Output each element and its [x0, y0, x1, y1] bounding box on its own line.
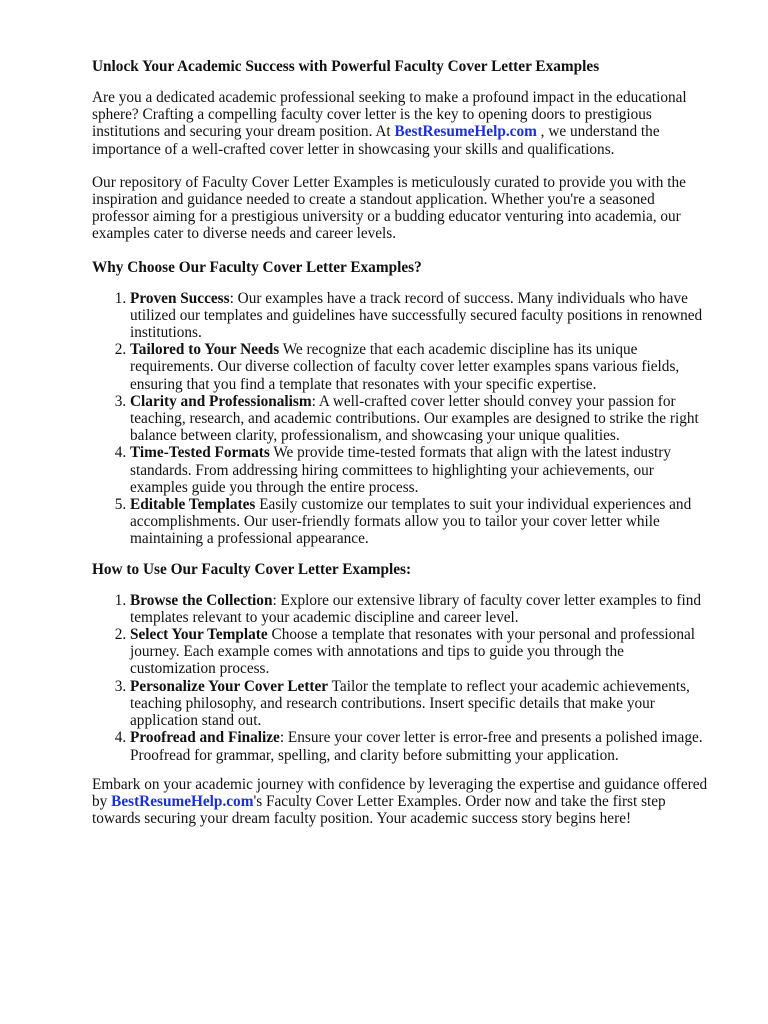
- how-list-item: [130, 729, 710, 763]
- how-item-text: : Ensure your cover letter is error-free and presents a polished image. Proofread for grammar, spelling, and clarity before submitting your application.: [130, 729, 703, 764]
- why-item-term: Clarity and Professionalism: [130, 392, 312, 410]
- how-item-term: Browse the Collection: [130, 591, 273, 609]
- intro-text-before-link: Are you a dedicated academic professional seeking to make a profound impact in the educational sphere? Crafting a compelling faculty cover letter is the key to opening doors to prestigious institutions and securing your dream position. At: [92, 89, 687, 141]
- closing-paragraph: [92, 776, 710, 828]
- why-item-text: We provide time-tested formats that align with the latest industry standards. From addressing hiring committees to highlighting your achievements, our examples guide you through the entire process.: [130, 444, 671, 496]
- why-item-term: Tailored to Your Needs: [130, 341, 280, 359]
- why-item-term: Editable Templates: [130, 496, 256, 514]
- why-item-text: : A well-crafted cover letter should convey your passion for teaching, research, and academic contributions. Our examples are designed to strike the right balance between clarity, professionalism, and showcasing your unique qualities.: [130, 392, 699, 445]
- document-title: Unlock Your Academic Success with Powerful Faculty Cover Letter Examples: [92, 58, 600, 75]
- how-list: [92, 592, 710, 764]
- how-item-text: Tailor the template to reflect your academic achievements, teaching philosophy, and research contributions. Insert specific details that make your application stand out.: [130, 677, 690, 730]
- why-list-item: [130, 341, 710, 393]
- how-list-item: [130, 678, 710, 730]
- repository-paragraph: Our repository of Faculty Cover Letter Examples is meticulously curated to provide you with the inspiration and guidance needed to create a standout application. Whether you're a seasoned professor aiming for a prestigious university or a budding educator venturing into academia, our examples cater to diverse needs and career levels.: [92, 173, 686, 243]
- why-heading: Why Choose Our Faculty Cover Letter Examples?: [92, 258, 422, 276]
- why-list-item: [130, 290, 710, 342]
- why-item-text: : Our examples have a track record of success. Many individuals who have utilized our templates and guidelines have successfully secured faculty positions in renowned institutions.: [130, 289, 703, 342]
- how-list-item: [130, 592, 710, 626]
- intro-paragraph: [92, 89, 710, 158]
- how-item-text: : Explore our extensive library of faculty cover letter examples to find templates relevant to your academic discipline and career level.: [130, 591, 702, 626]
- why-item-text: Easily customize our templates to suit your individual experiences and accomplishments. Our user-friendly formats allow you to tailor your cover letter while maintaining a professional appearance.: [130, 496, 692, 548]
- how-item-term: Select Your Template: [130, 626, 268, 644]
- closing-text-before-link: Embark on your academic journey with confidence by leveraging the expertise and guidance offered by: [92, 775, 708, 810]
- intro-text-after-link: , we understand the importance of a well-crafted cover letter in showcasing your skills and qualifications.: [92, 123, 660, 158]
- why-list: [92, 290, 710, 548]
- how-item-term: Personalize Your Cover Letter: [130, 677, 329, 695]
- intro-bestresumehelp-link[interactable]: BestResumeHelp.com: [394, 123, 537, 141]
- closing-bestresumehelp-link[interactable]: BestResumeHelp.com: [111, 792, 254, 810]
- how-item-text: Choose a template that resonates with your personal and professional journey. Each example comes with annotations and tips to guide you through the customization process.: [130, 626, 696, 678]
- how-list-item: [130, 626, 710, 678]
- why-list-item: [130, 393, 710, 445]
- why-item-text: We recognize that each academic discipline has its unique requirements. Our diverse collection of faculty cover letter examples spans various fields, ensuring that you find a template that resonates with your specific expertise.: [130, 341, 680, 393]
- how-item-term: Proofread and Finalize: [130, 729, 280, 747]
- why-item-term: Time-Tested Formats: [130, 444, 270, 462]
- why-item-term: Proven Success: [130, 289, 230, 307]
- why-list-item: [130, 444, 710, 496]
- why-list-item: [130, 496, 710, 548]
- how-heading: How to Use Our Faculty Cover Letter Examples:: [92, 560, 412, 578]
- closing-text-after-link: 's Faculty Cover Letter Examples. Order now and take the first step towards securing your dream faculty position. Your academic success story begins here!: [92, 792, 666, 828]
